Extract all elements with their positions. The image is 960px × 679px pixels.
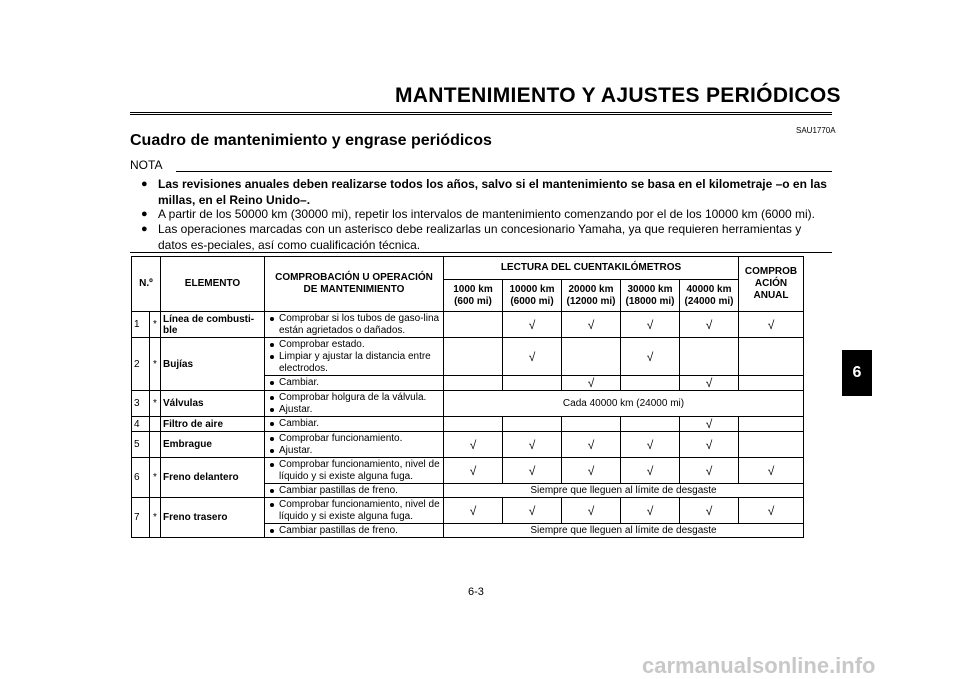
row-asterisk: * — [150, 312, 161, 338]
row-operation: Comprobar funcionamiento, nivel de líquido y si existe alguna fuga. — [265, 458, 444, 484]
interval-note: Siempre que lleguen al límite de desgaste — [444, 484, 804, 498]
row-asterisk — [150, 432, 161, 458]
header-rule — [130, 112, 832, 115]
check-mark: √ — [562, 376, 621, 391]
row-num: 3 — [132, 391, 150, 417]
check-mark: √ — [621, 498, 680, 524]
header-km-40000: 40000 km (24000 mi) — [680, 280, 739, 312]
check-mark: √ — [680, 417, 739, 432]
row-asterisk: * — [150, 498, 161, 538]
check-mark: √ — [444, 432, 503, 458]
header-num: N.º — [132, 257, 161, 312]
interval-note: Cada 40000 km (24000 mi) — [444, 391, 804, 417]
bullet-icon: ● — [141, 178, 148, 190]
page-header-title: MANTENIMIENTO Y AJUSTES PERIÓDICOS — [395, 84, 841, 107]
check-mark: √ — [562, 432, 621, 458]
row-operation: Comprobar estado. Limpiar y ajustar la distancia entre electrodos. — [265, 338, 444, 376]
note-text: Las revisiones anuales deben realizarse todos los años, salvo si el mantenimiento se basa en el kilometraje –o en las millas, en el Reino Unido–. — [158, 177, 827, 207]
check-mark: √ — [621, 458, 680, 484]
nota-rule — [176, 171, 832, 172]
check-mark: √ — [503, 498, 562, 524]
row-asterisk: * — [150, 458, 161, 498]
row-element: Válvulas — [161, 391, 265, 417]
check-mark: √ — [739, 498, 804, 524]
check-mark: √ — [503, 458, 562, 484]
row-num: 6 — [132, 458, 150, 498]
check-mark: √ — [621, 312, 680, 338]
header-km-20000: 20000 km (12000 mi) — [562, 280, 621, 312]
check-mark: √ — [621, 432, 680, 458]
row-operation: Comprobar holgura de la válvula. Ajustar. — [265, 391, 444, 417]
header-operation: COMPROBACIÓN U OPERACIÓN DE MANTENIMIENTO — [265, 257, 444, 312]
check-mark: √ — [739, 458, 804, 484]
table-row — [132, 498, 804, 524]
row-operation: Cambiar. — [265, 417, 444, 432]
check-mark: √ — [562, 312, 621, 338]
header-annual: COMPROB ACIÓN ANUAL — [739, 257, 804, 312]
row-operation: Cambiar pastillas de freno. — [265, 524, 444, 538]
row-num: 2 — [132, 338, 150, 391]
check-mark: √ — [680, 498, 739, 524]
watermark: carmanualsonline.info — [642, 653, 876, 678]
note-text: Las operaciones marcadas con un asterisco debe realizarlas un concesionario Yamaha, ya que requieren herramientas y datos es-peciales, así como cualificación técnica. — [158, 222, 802, 252]
document-code: SAU1770A — [796, 126, 836, 135]
chapter-tab: 6 — [842, 350, 872, 396]
table-row — [132, 417, 804, 432]
row-operation: Comprobar funcionamiento, nivel de líquido y si existe alguna fuga. — [265, 498, 444, 524]
table-row — [132, 391, 804, 417]
row-operation: Cambiar. — [265, 376, 444, 391]
check-mark: √ — [444, 498, 503, 524]
header-odometer: LECTURA DEL CUENTAKILÓMETROS — [444, 257, 739, 280]
maintenance-table — [131, 256, 804, 538]
interval-note: Siempre que lleguen al límite de desgaste — [444, 524, 804, 538]
row-element: Freno delantero — [161, 458, 265, 498]
row-num: 4 — [132, 417, 150, 432]
bullet-icon: ● — [141, 208, 148, 220]
check-mark: √ — [444, 458, 503, 484]
check-mark: √ — [739, 312, 804, 338]
header-km-10000: 10000 km (6000 mi) — [503, 280, 562, 312]
notes-rule — [130, 252, 832, 253]
check-mark: √ — [503, 432, 562, 458]
row-asterisk: * — [150, 391, 161, 417]
row-operation: Comprobar funcionamiento. Ajustar. — [265, 432, 444, 458]
row-element: Filtro de aire — [161, 417, 265, 432]
row-operation: Cambiar pastillas de freno. — [265, 484, 444, 498]
check-mark: √ — [503, 312, 562, 338]
row-num: 5 — [132, 432, 150, 458]
check-mark: √ — [680, 376, 739, 391]
nota-label: NOTA — [130, 158, 163, 172]
header-km-1000: 1000 km (600 mi) — [444, 280, 503, 312]
row-num: 7 — [132, 498, 150, 538]
table-row — [132, 338, 804, 376]
table-row — [132, 432, 804, 458]
section-title: Cuadro de mantenimiento y engrase periódicos — [130, 132, 492, 149]
check-mark: √ — [503, 338, 562, 376]
bullet-icon: ● — [141, 223, 148, 235]
row-element: Freno trasero — [161, 498, 265, 538]
check-mark: √ — [680, 312, 739, 338]
check-mark: √ — [562, 498, 621, 524]
row-asterisk — [150, 417, 161, 432]
row-element: Línea de combusti-ble — [161, 312, 265, 338]
check-mark: √ — [621, 338, 680, 376]
check-mark: √ — [562, 458, 621, 484]
table-row — [132, 458, 804, 484]
header-element: ELEMENTO — [161, 257, 265, 312]
check-mark: √ — [680, 432, 739, 458]
check-mark: √ — [680, 458, 739, 484]
table-row — [132, 312, 804, 338]
row-asterisk: * — [150, 338, 161, 391]
row-element: Bujías — [161, 338, 265, 391]
header-km-30000: 30000 km (18000 mi) — [621, 280, 680, 312]
note-text: A partir de los 50000 km (30000 mi), repetir los intervalos de mantenimiento comenzando por el de los 10000 km (6000 mi). — [158, 207, 816, 221]
row-num: 1 — [132, 312, 150, 338]
row-operation: Comprobar si los tubos de gaso-lina están agrietados o dañados. — [265, 312, 444, 338]
page-number: 6-3 — [468, 586, 484, 598]
row-element: Embrague — [161, 432, 265, 458]
